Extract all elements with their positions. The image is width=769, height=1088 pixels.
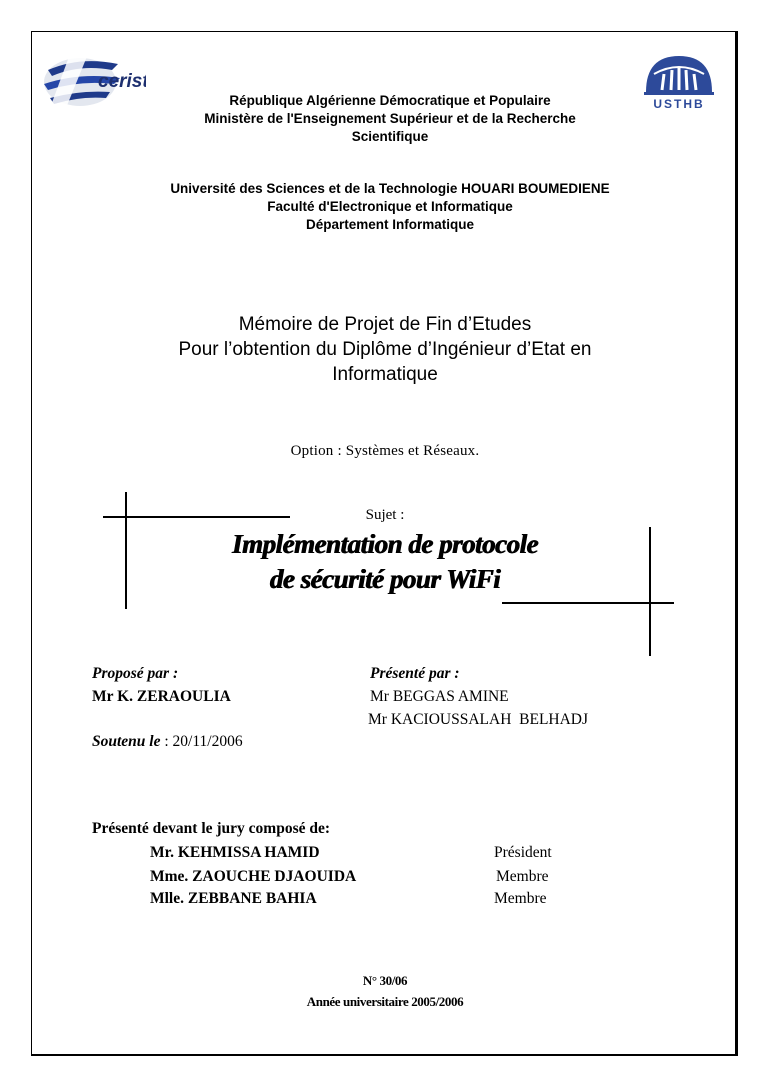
decor-line-v-right <box>649 527 651 656</box>
option-line: Option : Systèmes et Réseaux. <box>290 443 480 459</box>
university-header <box>120 180 660 234</box>
presente-name: Mr KACIOUSSALAH BELHADJ <box>368 711 589 728</box>
soutenu-line <box>92 733 243 751</box>
jury-member-name: Mlle. ZEBBANE BAHIA <box>150 890 317 907</box>
jury-member-name: Mr. KEHMISSA HAMID <box>150 844 320 861</box>
jury-member-role: Membre <box>496 868 549 885</box>
header-line: Scientifique <box>351 129 429 144</box>
soutenu-date: : 20/11/2006 <box>160 733 243 750</box>
jury-member-role: Membre <box>494 890 547 907</box>
document-number: N° 30/06 <box>362 973 408 988</box>
memoire-line: Mémoire de Projet de Fin d’Etudes <box>238 314 532 335</box>
presente-name: Mr BEGGAS AMINE <box>370 688 509 705</box>
svg-text:cerist: cerist <box>98 71 146 92</box>
decor-line-v-left <box>125 492 127 609</box>
decor-line-h-left <box>103 516 290 518</box>
sujet-label: Sujet : <box>365 507 405 523</box>
header-line: République Algérienne Démocratique et Populaire <box>229 93 551 108</box>
header-line: Université des Sciences et de la Technologie HOUARI BOUMEDIENE <box>170 181 610 196</box>
svg-text:USTHB: USTHB <box>653 97 705 111</box>
academic-year: Année universitaire 2005/2006 <box>306 994 464 1009</box>
jury-member-name: Mme. ZAOUCHE DJAOUIDA <box>150 868 357 885</box>
memoire-title <box>100 312 670 387</box>
header-line: Faculté d'Electronique et Informatique <box>267 199 513 214</box>
header-line: Département Informatique <box>305 217 475 232</box>
republic-header <box>120 92 660 146</box>
soutenu-label: Soutenu le <box>92 733 161 750</box>
presente-label: Présenté par : <box>370 665 460 682</box>
header-line: Ministère de l'Enseignement Supérieur et de la Recherche <box>204 111 576 126</box>
jury-member-role: Président <box>494 844 552 861</box>
propose-name: Mr K. ZERAOULIA <box>92 688 231 705</box>
jury-heading: Présenté devant le jury composé de: <box>92 820 331 837</box>
memoire-line: Pour l’obtention du Diplôme d’Ingénieur d’Etat en <box>178 339 592 360</box>
propose-label: Proposé par : <box>92 665 179 682</box>
sujet-title-line: de sécurité pour WiFi <box>269 564 501 594</box>
sujet-title <box>150 527 620 597</box>
sujet-title-line: Implémentation de protocole <box>232 529 538 559</box>
memoire-line: Informatique <box>332 364 438 385</box>
